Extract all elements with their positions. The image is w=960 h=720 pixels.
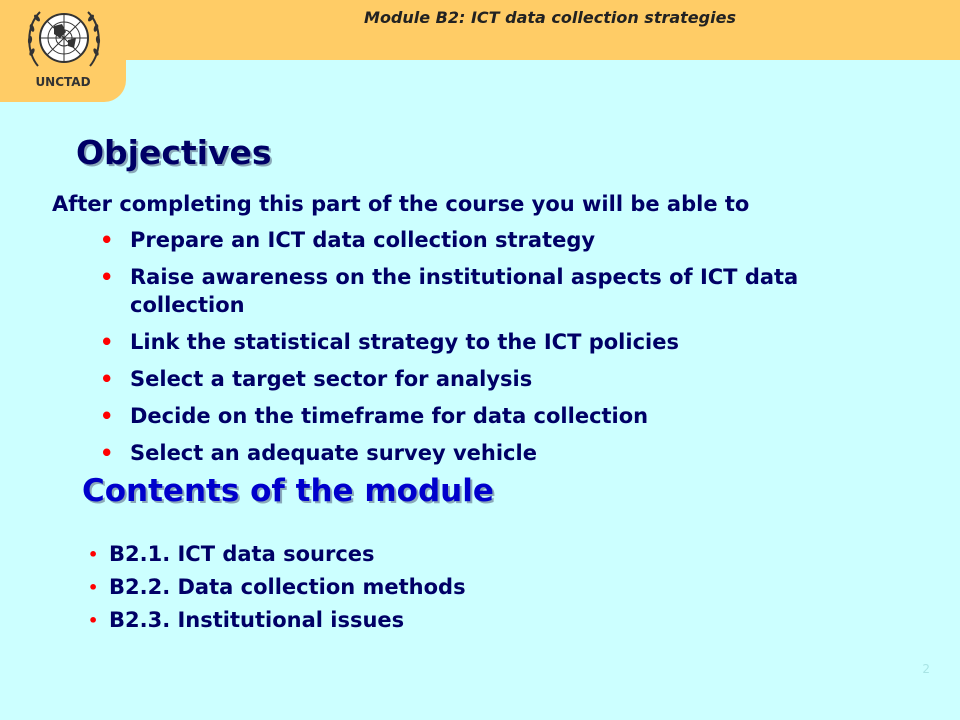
objective-text: Select an adequate survey vehicle [130,441,537,465]
contents-title: Contents of the module [82,473,494,509]
contents-list [88,540,788,639]
content-text: B2.3. Institutional issues [109,608,405,632]
objective-text: Raise awareness on the institutional aspects of ICT data collection [130,265,799,317]
objectives-list [100,226,920,476]
objective-item [100,439,920,467]
module-title: Module B2: ICT data collection strategies [364,8,736,27]
objective-text: Decide on the timeframe for data collection [130,404,649,428]
objective-item [100,402,920,430]
bullet-icon: • [88,611,99,630]
bullet-icon: • [100,228,114,252]
bullet-icon: • [100,441,114,465]
bullet-icon: • [88,545,99,564]
content-text: B2.1. ICT data sources [109,542,375,566]
bullet-icon: • [88,578,99,597]
bullet-icon: • [100,330,114,354]
content-item [88,540,788,569]
content-item [88,573,788,602]
slide-number: 2 [922,662,930,676]
objective-item [100,328,920,356]
objective-item [100,226,920,254]
content-item [88,606,788,635]
bullet-icon: • [100,367,114,391]
logo-tab [0,0,126,102]
objective-text: Link the statistical strategy to the ICT policies [130,330,679,354]
objective-text: Select a target sector for analysis [130,367,533,391]
objective-item [100,263,920,319]
un-emblem-icon [24,4,104,76]
objective-item [100,365,920,393]
objectives-intro: After completing this part of the course you will be able to [52,192,750,216]
objectives-title: Objectives [76,133,272,172]
bullet-icon: • [100,404,114,428]
content-text: B2.2. Data collection methods [109,575,466,599]
objective-text: Prepare an ICT data collection strategy [130,228,596,252]
organization-name: UNCTAD [35,75,91,89]
bullet-icon: • [100,265,114,289]
